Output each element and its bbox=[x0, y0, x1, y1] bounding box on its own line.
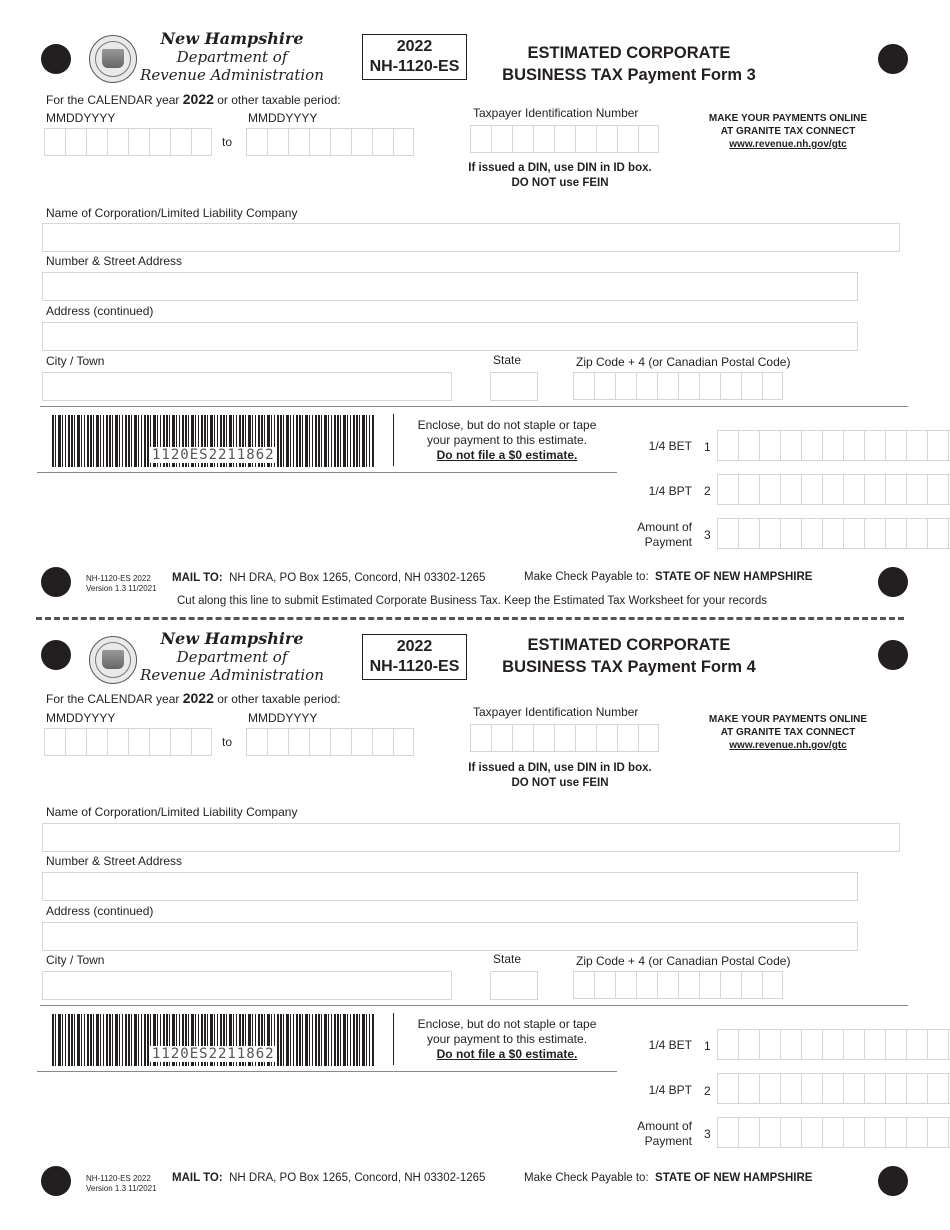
barcode-underline bbox=[37, 472, 617, 473]
period-prefix: For the CALENDAR year bbox=[46, 692, 183, 706]
payment-label-line-1: Amount of bbox=[637, 520, 692, 534]
registration-mark bbox=[878, 44, 908, 74]
payment-label bbox=[582, 1119, 692, 1149]
period-suffix: or other taxable period: bbox=[213, 93, 341, 107]
enclose-divider bbox=[393, 1013, 394, 1065]
enclose-line-1: Enclose, but do not staple or tape bbox=[417, 418, 597, 432]
payable-label: Make Check Payable to: bbox=[524, 1172, 649, 1184]
enclose-line-2: your payment to this estimate. bbox=[426, 1032, 588, 1046]
city-input[interactable] bbox=[42, 372, 452, 401]
payment-label-line-1: Amount of bbox=[637, 1119, 692, 1133]
payable-to bbox=[524, 1172, 812, 1184]
period-start-date-input[interactable] bbox=[44, 728, 212, 756]
address-continued-input[interactable] bbox=[42, 322, 858, 351]
dept-line-1: New Hampshire bbox=[160, 29, 304, 48]
state-seal-icon bbox=[89, 636, 137, 684]
bpt-label-text: 1/4 BPT bbox=[648, 1083, 692, 1097]
online-line-2: AT GRANITE TAX CONNECT bbox=[720, 727, 856, 738]
tin-input[interactable] bbox=[470, 125, 659, 153]
online-line-1: MAKE YOUR PAYMENTS ONLINE bbox=[708, 714, 868, 725]
online-payment-notice bbox=[693, 112, 883, 151]
mail-to bbox=[172, 1172, 485, 1184]
bpt-label bbox=[582, 484, 692, 499]
payable-label: Make Check Payable to: bbox=[524, 571, 649, 583]
zip-label: Zip Code + 4 (or Canadian Postal Code) bbox=[576, 954, 791, 968]
payment-label bbox=[582, 520, 692, 550]
enclose-divider bbox=[393, 414, 394, 466]
form-title-line-1: ESTIMATED CORPORATE bbox=[527, 44, 731, 62]
dept-line-1: New Hampshire bbox=[160, 629, 304, 648]
street-address-input[interactable] bbox=[42, 872, 858, 901]
city-label: City / Town bbox=[46, 953, 105, 967]
bet-label-text: 1/4 BET bbox=[648, 1038, 692, 1052]
period-year: 2022 bbox=[182, 91, 214, 107]
form-title-line-1: ESTIMATED CORPORATE bbox=[527, 636, 731, 654]
form-title-line-2: BUSINESS TAX Payment Form 3 bbox=[502, 66, 756, 84]
mail-to bbox=[172, 572, 485, 584]
bet-label bbox=[582, 439, 692, 454]
zip-input[interactable] bbox=[573, 971, 783, 999]
name-label: Name of Corporation/Limited Liability Company bbox=[46, 206, 298, 220]
barcode-number: 1120ES2211862 bbox=[152, 1046, 275, 1062]
line-number-2: 2 bbox=[704, 1084, 711, 1098]
form-title bbox=[479, 634, 779, 678]
online-line-1: MAKE YOUR PAYMENTS ONLINE bbox=[708, 113, 868, 124]
enclose-line-1: Enclose, but do not staple or tape bbox=[417, 1017, 597, 1031]
form-year: 2022 bbox=[396, 638, 433, 655]
version-info bbox=[86, 574, 157, 594]
address2-label: Address (continued) bbox=[46, 904, 154, 918]
payment-label-line-2: Payment bbox=[644, 535, 692, 549]
period-label bbox=[46, 91, 341, 107]
mail-to-label: MAIL TO: bbox=[172, 1172, 223, 1184]
din-note-line-2: DO NOT use FEIN bbox=[511, 777, 609, 789]
din-note bbox=[460, 761, 660, 791]
dept-line-3: Revenue Administration bbox=[140, 666, 324, 684]
period-year: 2022 bbox=[182, 690, 214, 706]
city-label: City / Town bbox=[46, 354, 105, 368]
online-payment-link[interactable]: www.revenue.nh.gov/gtc bbox=[729, 740, 847, 751]
bet-amount-input[interactable] bbox=[717, 1029, 950, 1060]
date-to-label: MMDDYYYY bbox=[248, 711, 318, 725]
form-title-line-2: BUSINESS TAX Payment Form 4 bbox=[502, 658, 756, 676]
to-label: to bbox=[222, 735, 233, 749]
registration-mark bbox=[878, 567, 908, 597]
form-id: NH-1120-ES bbox=[369, 658, 460, 675]
line-number-2: 2 bbox=[704, 484, 711, 498]
cut-line-instructions: Cut along this line to submit Estimated Corporate Business Tax. Keep the Estimated Tax Worksheet for your records bbox=[177, 595, 767, 607]
enclose-line-2: your payment to this estimate. bbox=[426, 433, 588, 447]
street-label: Number & Street Address bbox=[46, 254, 183, 268]
line-number-1: 1 bbox=[704, 440, 711, 454]
online-payment-notice bbox=[693, 713, 883, 752]
version-line-2: Version 1.3 11/2021 bbox=[86, 1184, 157, 1193]
state-input[interactable] bbox=[490, 971, 538, 1000]
street-address-input[interactable] bbox=[42, 272, 858, 301]
line-number-3: 3 bbox=[704, 528, 711, 542]
address-continued-input[interactable] bbox=[42, 922, 858, 951]
dept-line-2: Department of bbox=[176, 648, 288, 666]
registration-mark bbox=[41, 44, 71, 74]
bet-amount-input[interactable] bbox=[717, 430, 950, 461]
barcode-number: 1120ES2211862 bbox=[152, 447, 275, 463]
online-line-2: AT GRANITE TAX CONNECT bbox=[720, 126, 856, 137]
din-note-line-1: If issued a DIN, use DIN in ID box. bbox=[468, 762, 652, 774]
date-from-label: MMDDYYYY bbox=[46, 711, 116, 725]
date-from-label: MMDDYYYY bbox=[46, 111, 116, 125]
corporation-name-input[interactable] bbox=[42, 223, 900, 252]
state-label: State bbox=[493, 353, 522, 367]
payable-value: STATE OF NEW HAMPSHIRE bbox=[655, 1172, 813, 1184]
zip-input[interactable] bbox=[573, 372, 783, 400]
name-label: Name of Corporation/Limited Liability Company bbox=[46, 805, 298, 819]
mail-to-label: MAIL TO: bbox=[172, 572, 223, 584]
dept-line-2: Department of bbox=[176, 48, 288, 66]
enclose-warning: Do not file a $0 estimate. bbox=[436, 448, 578, 462]
payable-to bbox=[524, 571, 812, 583]
mail-to-address: NH DRA, PO Box 1265, Concord, NH 03302-1265 bbox=[229, 572, 486, 584]
state-seal-icon bbox=[89, 35, 137, 83]
street-label: Number & Street Address bbox=[46, 854, 183, 868]
din-note-line-2: DO NOT use FEIN bbox=[511, 177, 609, 189]
dept-line-3: Revenue Administration bbox=[140, 66, 324, 84]
din-note-line-1: If issued a DIN, use DIN in ID box. bbox=[468, 162, 652, 174]
zip-label: Zip Code + 4 (or Canadian Postal Code) bbox=[576, 355, 791, 369]
mail-to-address: NH DRA, PO Box 1265, Concord, NH 03302-1265 bbox=[229, 1172, 486, 1184]
barcode-underline bbox=[37, 1071, 617, 1072]
period-suffix: or other taxable period: bbox=[213, 692, 341, 706]
payment-amount-input[interactable] bbox=[717, 1117, 950, 1148]
period-end-date-input[interactable] bbox=[246, 728, 414, 756]
section-divider bbox=[40, 1005, 908, 1006]
period-label bbox=[46, 690, 341, 706]
form-id: NH-1120-ES bbox=[369, 58, 460, 75]
payment-amount-input[interactable] bbox=[717, 518, 950, 549]
state-label: State bbox=[493, 952, 522, 966]
section-divider bbox=[40, 406, 908, 407]
bpt-label-text: 1/4 BPT bbox=[648, 484, 692, 498]
payable-value: STATE OF NEW HAMPSHIRE bbox=[655, 571, 813, 583]
enclose-warning: Do not file a $0 estimate. bbox=[436, 1047, 578, 1061]
registration-mark bbox=[41, 640, 71, 670]
bpt-label bbox=[582, 1083, 692, 1098]
tin-label: Taxpayer Identification Number bbox=[473, 106, 639, 120]
tin-label: Taxpayer Identification Number bbox=[473, 705, 639, 719]
to-label: to bbox=[222, 135, 233, 149]
line-number-3: 3 bbox=[704, 1127, 711, 1141]
bet-label-text: 1/4 BET bbox=[648, 439, 692, 453]
form-title bbox=[479, 42, 779, 86]
version-line-1: NH-1120-ES 2022 bbox=[86, 574, 151, 583]
bpt-amount-input[interactable] bbox=[717, 1073, 950, 1104]
form-year: 2022 bbox=[396, 38, 433, 55]
version-info bbox=[86, 1174, 157, 1194]
period-start-date-input[interactable] bbox=[44, 128, 212, 156]
form-year-box bbox=[362, 634, 467, 680]
registration-mark bbox=[878, 640, 908, 670]
form-year-box bbox=[362, 34, 467, 80]
payment-label-line-2: Payment bbox=[644, 1134, 692, 1148]
state-input[interactable] bbox=[490, 372, 538, 401]
period-end-date-input[interactable] bbox=[246, 128, 414, 156]
line-number-1: 1 bbox=[704, 1039, 711, 1053]
department-name bbox=[132, 630, 332, 684]
registration-mark bbox=[878, 1166, 908, 1196]
enclose-note bbox=[407, 1017, 607, 1062]
department-name bbox=[132, 30, 332, 84]
din-note bbox=[460, 161, 660, 191]
cut-line bbox=[36, 617, 904, 620]
bpt-amount-input[interactable] bbox=[717, 474, 950, 505]
tin-input[interactable] bbox=[470, 724, 659, 752]
date-to-label: MMDDYYYY bbox=[248, 111, 318, 125]
period-prefix: For the CALENDAR year bbox=[46, 93, 183, 107]
registration-mark bbox=[41, 567, 71, 597]
enclose-note bbox=[407, 418, 607, 463]
address2-label: Address (continued) bbox=[46, 304, 154, 318]
online-payment-link[interactable]: www.revenue.nh.gov/gtc bbox=[729, 139, 847, 150]
version-line-2: Version 1.3 11/2021 bbox=[86, 584, 157, 593]
registration-mark bbox=[41, 1166, 71, 1196]
bet-label bbox=[582, 1038, 692, 1053]
city-input[interactable] bbox=[42, 971, 452, 1000]
corporation-name-input[interactable] bbox=[42, 823, 900, 852]
version-line-1: NH-1120-ES 2022 bbox=[86, 1174, 151, 1183]
